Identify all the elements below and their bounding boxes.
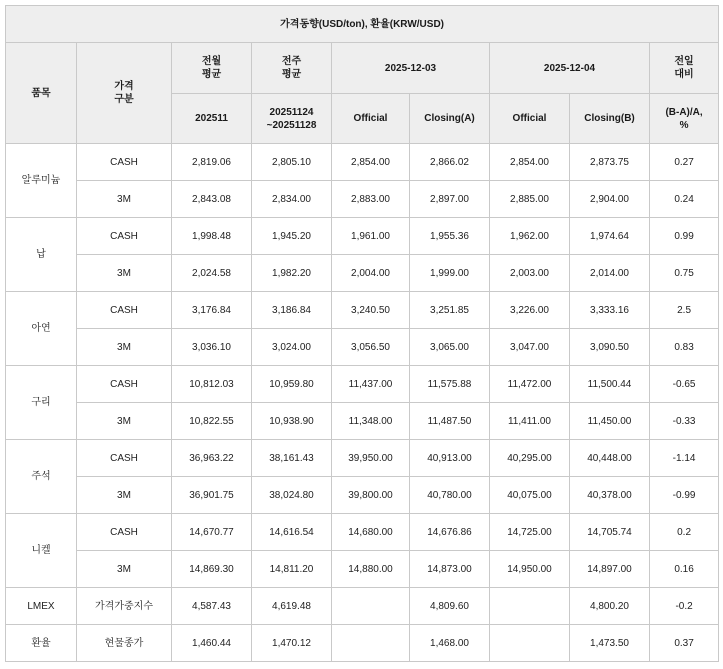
table-row [6,514,719,551]
closing-b-cell: 3,090.50 [570,329,650,366]
official-b-cell: 14,725.00 [490,514,570,551]
header-closing-b: Closing(B) [570,94,650,144]
header-prev-week [252,43,332,94]
official-b-cell: 40,075.00 [490,477,570,514]
price-type-cell: 3M [77,255,172,292]
prev-week-cell: 14,811.20 [252,551,332,588]
metal-name-cell: 납 [6,218,77,292]
table-row [6,551,719,588]
change-cell: 0.24 [650,181,719,218]
closing-a-cell: 40,780.00 [410,477,490,514]
official-b-cell: 1,962.00 [490,218,570,255]
official-a-cell [332,588,410,625]
header-date-a: 2025-12-03 [332,43,490,94]
table-row [6,440,719,477]
official-b-cell [490,625,570,662]
closing-a-cell: 4,809.60 [410,588,490,625]
change-cell: 0.27 [650,144,719,181]
change-cell: -1.14 [650,440,719,477]
closing-b-cell: 40,378.00 [570,477,650,514]
official-a-cell: 3,240.50 [332,292,410,329]
change-cell: -0.2 [650,588,719,625]
closing-a-cell: 11,487.50 [410,403,490,440]
metal-name-cell: LMEX [6,588,77,625]
price-type-cell: 3M [77,181,172,218]
metal-name-cell: 구리 [6,366,77,440]
price-trend-table [5,5,719,662]
official-b-cell: 11,411.00 [490,403,570,440]
prev-month-cell: 2,024.58 [172,255,252,292]
change-cell: 0.2 [650,514,719,551]
official-b-cell: 2,854.00 [490,144,570,181]
prev-month-cell: 14,670.77 [172,514,252,551]
closing-a-cell: 11,575.88 [410,366,490,403]
closing-a-cell: 3,065.00 [410,329,490,366]
metal-name-cell: 니켈 [6,514,77,588]
official-b-cell: 3,226.00 [490,292,570,329]
official-a-cell: 2,004.00 [332,255,410,292]
price-type-cell: 3M [77,477,172,514]
prev-week-cell: 38,161.43 [252,440,332,477]
prev-week-cell: 1,982.20 [252,255,332,292]
official-a-cell: 39,800.00 [332,477,410,514]
table-title: 가격동향(USD/ton), 환율(KRW/USD) [6,6,719,43]
official-b-cell: 11,472.00 [490,366,570,403]
header-change-formula [650,94,719,144]
table-row [6,403,719,440]
official-a-cell: 2,854.00 [332,144,410,181]
prev-month-cell: 3,036.10 [172,329,252,366]
change-cell: -0.99 [650,477,719,514]
header-price-type [77,43,172,144]
header-change-formula-line1: (B-A)/A, [665,106,703,118]
prev-month-cell: 2,819.06 [172,144,252,181]
metal-name-cell: 아연 [6,292,77,366]
closing-a-cell: 2,897.00 [410,181,490,218]
prev-month-cell: 36,901.75 [172,477,252,514]
header-prev-month-line2: 평균 [201,69,222,80]
price-type-cell: 3M [77,551,172,588]
price-type-cell: CASH [77,366,172,403]
official-a-cell: 2,883.00 [332,181,410,218]
prev-month-cell: 1,460.44 [172,625,252,662]
price-type-cell: CASH [77,440,172,477]
table-row [6,218,719,255]
change-cell: -0.33 [650,403,719,440]
table-row-fx [6,625,719,662]
official-a-cell: 3,056.50 [332,329,410,366]
official-a-cell: 11,437.00 [332,366,410,403]
prev-week-cell: 1,470.12 [252,625,332,662]
price-type-cell: CASH [77,514,172,551]
prev-month-cell: 36,963.22 [172,440,252,477]
closing-a-cell: 1,955.36 [410,218,490,255]
price-type-cell: 가격가중지수 [77,588,172,625]
closing-b-cell: 1,974.64 [570,218,650,255]
prev-week-cell: 10,959.80 [252,366,332,403]
official-a-cell: 14,880.00 [332,551,410,588]
metal-name-cell: 알루미늄 [6,144,77,218]
header-change-line2: 대비 [674,69,694,80]
header-prev-week-line1: 전주 [281,56,302,67]
closing-a-cell: 3,251.85 [410,292,490,329]
change-cell: 0.37 [650,625,719,662]
prev-month-cell: 1,998.48 [172,218,252,255]
change-cell: 2.5 [650,292,719,329]
price-type-cell: CASH [77,292,172,329]
closing-b-cell: 2,014.00 [570,255,650,292]
prev-week-cell: 2,805.10 [252,144,332,181]
table-row [6,292,719,329]
closing-a-cell: 14,676.86 [410,514,490,551]
metal-name-cell: 환율 [6,625,77,662]
header-prev-week-period-line1: 20251124 [269,106,314,118]
price-type-cell: CASH [77,218,172,255]
prev-week-cell: 3,186.84 [252,292,332,329]
change-cell: 0.75 [650,255,719,292]
official-a-cell: 14,680.00 [332,514,410,551]
closing-b-cell: 2,873.75 [570,144,650,181]
closing-b-cell: 3,333.16 [570,292,650,329]
prev-month-cell: 10,822.55 [172,403,252,440]
prev-week-cell: 10,938.90 [252,403,332,440]
header-price-type-line1: 가격 [114,81,134,92]
prev-week-cell: 14,616.54 [252,514,332,551]
prev-week-cell: 1,945.20 [252,218,332,255]
closing-b-cell: 40,448.00 [570,440,650,477]
official-b-cell: 40,295.00 [490,440,570,477]
prev-week-cell: 2,834.00 [252,181,332,218]
closing-b-cell: 1,473.50 [570,625,650,662]
official-a-cell: 11,348.00 [332,403,410,440]
official-a-cell: 1,961.00 [332,218,410,255]
closing-a-cell: 1,999.00 [410,255,490,292]
prev-month-cell: 3,176.84 [172,292,252,329]
header-prev-week-line2: 평균 [281,69,302,80]
prev-week-cell: 3,024.00 [252,329,332,366]
change-cell: 0.16 [650,551,719,588]
prev-month-cell: 4,587.43 [172,588,252,625]
header-date-b: 2025-12-04 [490,43,650,94]
closing-a-cell: 2,866.02 [410,144,490,181]
table-row [6,255,719,292]
price-type-cell: 현물종가 [77,625,172,662]
header-prev-month [172,43,252,94]
table-row-lmex [6,588,719,625]
official-b-cell: 2,003.00 [490,255,570,292]
header-prev-month-period: 202511 [172,94,252,144]
table-row [6,181,719,218]
header-prev-week-period [252,94,332,144]
closing-a-cell: 1,468.00 [410,625,490,662]
closing-b-cell: 14,897.00 [570,551,650,588]
prev-month-cell: 10,812.03 [172,366,252,403]
closing-a-cell: 40,913.00 [410,440,490,477]
price-type-cell: 3M [77,329,172,366]
header-prev-month-line1: 전월 [201,56,222,67]
price-table-container [5,5,719,662]
official-b-cell: 3,047.00 [490,329,570,366]
closing-b-cell: 4,800.20 [570,588,650,625]
table-row [6,144,719,181]
official-b-cell: 2,885.00 [490,181,570,218]
header-prev-week-period-line2: ~20251128 [266,119,317,131]
official-a-cell [332,625,410,662]
closing-b-cell: 11,450.00 [570,403,650,440]
header-official-a: Official [332,94,410,144]
official-b-cell [490,588,570,625]
closing-b-cell: 14,705.74 [570,514,650,551]
header-item: 품목 [6,43,77,144]
change-cell: 0.83 [650,329,719,366]
closing-b-cell: 11,500.44 [570,366,650,403]
price-type-cell: CASH [77,144,172,181]
prev-month-cell: 14,869.30 [172,551,252,588]
header-change [650,43,719,94]
header-closing-a: Closing(A) [410,94,490,144]
table-row [6,477,719,514]
header-official-b: Official [490,94,570,144]
table-row [6,329,719,366]
prev-week-cell: 4,619.48 [252,588,332,625]
table-row [6,366,719,403]
header-change-formula-line2: % [679,119,689,131]
official-b-cell: 14,950.00 [490,551,570,588]
closing-a-cell: 14,873.00 [410,551,490,588]
closing-b-cell: 2,904.00 [570,181,650,218]
official-a-cell: 39,950.00 [332,440,410,477]
change-cell: 0.99 [650,218,719,255]
header-change-line1: 전일 [674,56,694,67]
change-cell: -0.65 [650,366,719,403]
price-type-cell: 3M [77,403,172,440]
prev-month-cell: 2,843.08 [172,181,252,218]
prev-week-cell: 38,024.80 [252,477,332,514]
metal-name-cell: 주석 [6,440,77,514]
header-price-type-line2: 구분 [114,94,134,105]
